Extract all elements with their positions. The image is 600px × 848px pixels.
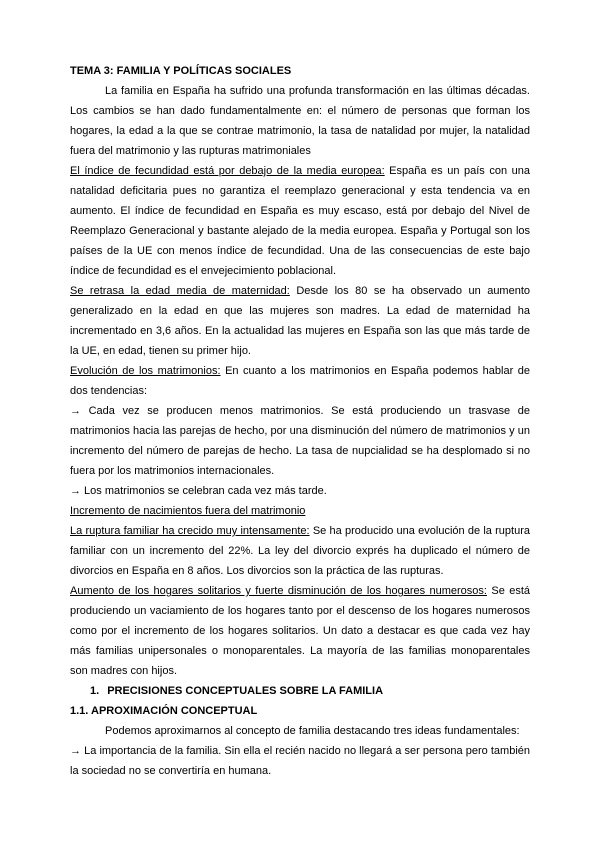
paragraph-hogares-lead: Aumento de los hogares solitarios y fuerte disminución de los hogares numerosos: <box>70 585 487 597</box>
paragraph-ruptura-lead: La ruptura familiar ha crecido muy intensamente: <box>70 525 310 537</box>
paragraph-aproximacion-intro: Podemos aproximarnos al concepto de familia destacando tres ideas fundamentales: <box>105 725 520 737</box>
paragraph-idea-1: → La importancia de la familia. Sin ella el recién nacido no llegará a ser persona pero también la sociedad no se convertiría en humana. <box>70 745 530 777</box>
paragraph-fecundidad <box>70 161 530 281</box>
paragraph-matrimonios-lead: Evolución de los matrimonios: <box>70 365 221 377</box>
paragraph-maternidad-lead: Se retrasa la edad media de maternidad: <box>70 285 290 297</box>
paragraph-tendencia-2: → Los matrimonios se celebran cada vez más tarde. <box>70 485 327 497</box>
paragraph-matrimonios <box>70 361 530 401</box>
paragraph-matrimonios-body: En cuanto a los matrimonios en España podemos hablar de dos tendencias: <box>70 365 531 397</box>
paragraph-maternidad <box>70 281 530 361</box>
paragraph-fecundidad-body: España es un país con una natalidad deficitaria pues no garantiza el reemplazo generacional y esta tendencia va en aumento. El índice de fecundidad en España es muy escaso, está por debajo del Nivel de Reemplazo Generacional y bastante alejado de la media europea. España y Portugal son los países de la UE con menos índice de fecundidad. Una de las consecuencias de este bajo índice de fecundidad es el envejecimiento poblacional. <box>70 165 530 277</box>
paragraph-hogares-body: Se está produciendo un vaciamiento de los hogares tanto por el descenso de los hogares numerosos como por el incremento de los hogares solitarios. Un dato a destacar es que cada vez hay más familias unipersonales o monoparentales. La mayoría de las familias monoparentales son madres con hijos. <box>70 585 531 677</box>
section-heading-1-number: 1. <box>90 685 100 697</box>
paragraph-maternidad-body: Desde los 80 se ha observado un aumento generalizado en la edad en que las mujeres son madres. La edad de maternidad ha incrementado en 3,6 años. En la actualidad las mujeres en España son las que más tarde de la UE, en edad, tienen su primer hijo. <box>70 285 531 357</box>
section-heading-1 <box>70 681 530 701</box>
paragraph-hogares <box>70 581 530 681</box>
paragraph-ruptura <box>70 521 530 581</box>
section-heading-1-text: PRECISIONES CONCEPTUALES SOBRE LA FAMILIA <box>107 685 384 697</box>
paragraph-ruptura-body: Se ha producido una evolución de la ruptura familiar con un incremento del 22%. La ley del divorcio exprés ha duplicado el número de divorcios en España en 8 años. Los divorcios son la práctica de las rupturas. <box>70 525 531 577</box>
paragraph-tendencia-1: → Cada vez se producen menos matrimonios. Se está produciendo un trasvase de matrimonios hacia las parejas de hecho, por una disminución del número de matrimonios y un incremento del número de parejas de hecho. La tasa de nupcialidad se ha desplomado si no fuera por los matrimonios internacionales. <box>70 405 530 477</box>
paragraph-nacimientos-lead: Incremento de nacimientos fuera del matrimonio <box>70 505 306 517</box>
paragraph-fecundidad-lead: El índice de fecundidad está por debajo de la media europea: <box>70 165 385 177</box>
paragraph-intro: La familia en España ha sufrido una profunda transformación en las últimas décadas. Los cambios se han dado fundamentalmente en: el número de personas que forman los hogares, la edad a la que se contrae matrimonio, la tasa de natalidad por mujer, la natalidad fuera del matrimonio y las rupturas matrimoniales <box>70 85 530 157</box>
section-heading-1-1: 1.1. APROXIMACIÓN CONCEPTUAL <box>70 705 258 717</box>
document-title: TEMA 3: FAMILIA Y POLÍTICAS SOCIALES <box>70 65 292 77</box>
paragraph-nacimientos <box>70 501 530 521</box>
